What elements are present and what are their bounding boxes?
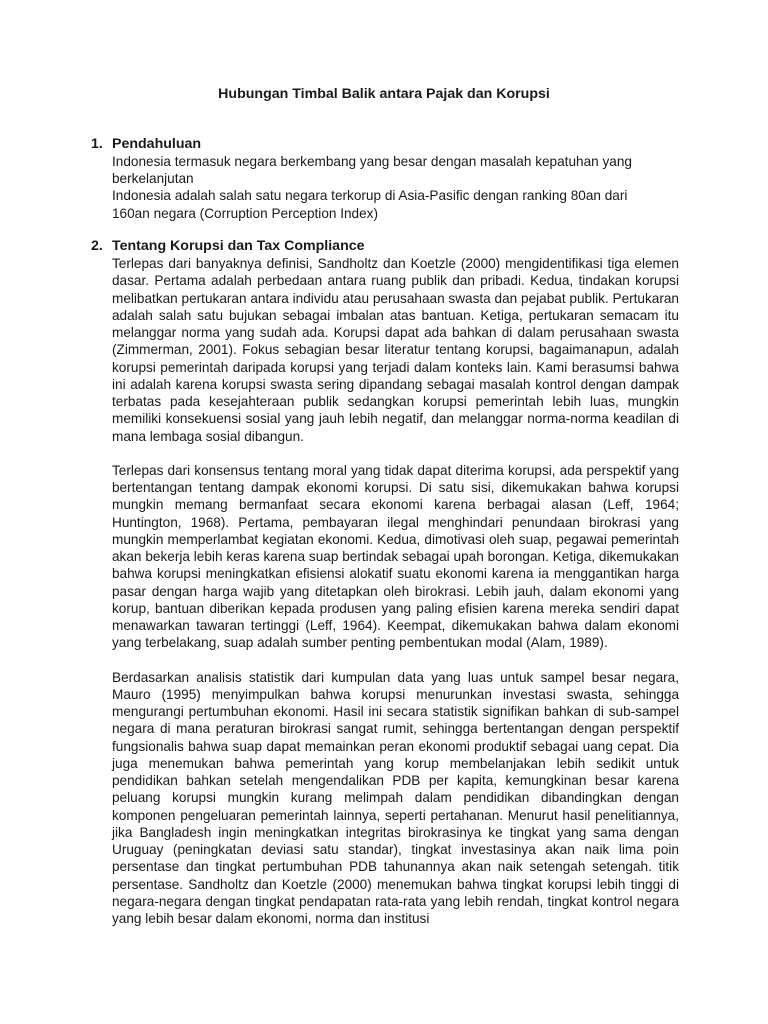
body-paragraph: Terlepas dari banyaknya definisi, Sandholtz dan Koetzle (2000) mengidentifikasi tiga elemen dasar. Pertama adalah perbedaan antara ruang publik dan pribadi. Kedua, tindakan korupsi melibatkan pertukaran antara individu atau perusahaan swasta dan pejabat publik. Pertukaran adalah salah satu bujukan sebagai imbalan atas bantuan. Ketiga, pertukaran semacam itu melanggar norma yang sudah ada. Korupsi dapat ada bahkan di dalam perusahaan swasta (Zimmerman, 2001). Fokus sebagian besar literatur tentang korupsi, bagaimanapun, adalah korupsi pemerintah daripada korupsi yang terjadi dalam konteks lain. Kami berasumsi bahwa ini adalah karena korupsi swasta sering dipandang sebagai masalah kontrol dengan dampak terbatas pada kesejahteraan publik sedangkan korupsi pemerintah lebih luas, mungkin memiliki konsekuensi sosial yang jauh lebih negatif, dan melanggar norma-norma keadilan di mana lembaga sosial dibangun. <box>112 256 679 444</box>
section-number: 2. <box>91 238 103 254</box>
section-body <box>112 136 679 222</box>
intro-line: Indonesia termasuk negara berkembang yang besar dengan masalah kepatuhan yang <box>112 154 632 169</box>
section-body <box>112 238 679 927</box>
body-paragraph: Berdasarkan analisis statistik dari kumpulan data yang luas untuk sampel besar negara, Mauro (1995) menyimpulkan bahwa korupsi menurunkan investasi swasta, sehingga mengurangi pertumbuhan ekonomi. Hasil ini secara statistik signifikan bahkan di sub-sampel negara di mana peraturan birokrasi sangat rumit, sehingga bertentangan dengan perspektif fungsionalis bahwa suap dapat memainkan peran ekonomi produktif sebagai uang cepat. Dia juga menemukan bahwa pemerintah yang korup membelanjakan lebih sedikit untuk pendidikan bahkan setelah mengendalikan PDB per kapita, kemungkinan besar karena peluang korupsi mungkin kurang melimpah dalam pendidikan dibandingkan dengan komponen pengeluaran pemerintah lainnya, seperti pertahanan. Menurut hasil penelitiannya, jika Bangladesh ingin meningkatkan integritas birokrasinya ke tingkat yang sama dengan Uruguay (peningkatan deviasi satu standar), tingkat investasinya akan naik lima poin persentase dan tingkat pertumbuhan PDB tahunannya akan naik setengah setengah. titik persentase. Sandholtz dan Koetzle (2000) menemukan bahwa tingkat korupsi lebih tinggi di negara-negara dengan tingkat pendapatan rata-rata yang lebih rendah, tingkat kontrol negara yang lebih besar dalam ekonomi, norma dan institusi <box>112 669 679 926</box>
section-heading: Tentang Korupsi dan Tax Compliance <box>112 238 365 254</box>
body-paragraph: Terlepas dari konsensus tentang moral yang tidak dapat diterima korupsi, ada perspektif yang bertentangan tentang dampak ekonomi korupsi. Di satu sisi, dikemukakan bahwa korupsi mungkin memang bermanfaat secara ekonomi karena berbagai alasan (Leff, 1964; Huntington, 1968). Pertama, pembayaran ilegal menghindari penundaan birokrasi yang mungkin memperlambat kegiatan ekonomi. Kedua, dimotivasi oleh suap, pegawai pemerintah akan bekerja lebih keras karena suap bertindak sebagai upah borongan. Ketiga, dikemukakan bahwa korupsi meningkatkan efisiensi alokatif suatu ekonomi karena ia menggantikan harga pasar dengan harga wajib yang ditetapkan oleh birokrasi. Lebih jauh, dalam ekonomi yang korup, bantuan diberikan kepada produsen yang paling efisien karena mereka sendiri dapat menawarkan tawaran tertinggi (Leff, 1964). Keempat, dikemukakan bahwa dalam ekonomi yang terbelakang, suap adalah sumber penting pembentukan modal (Alam, 1989). <box>112 462 679 651</box>
document-title: Hubungan Timbal Balik antara Pajak dan Korupsi <box>218 86 550 102</box>
intro-line: berkelanjutan <box>112 171 194 187</box>
section-pendahuluan <box>91 136 679 222</box>
intro-line: Indonesia adalah salah satu negara terkorup di Asia-Pasific dengan ranking 80an dari <box>112 188 628 204</box>
section-heading: Pendahuluan <box>112 136 202 152</box>
intro-line: 160an negara (Corruption Perception Index) <box>112 205 379 221</box>
section-korupsi-tax-compliance <box>91 238 679 927</box>
section-number: 1. <box>91 136 103 152</box>
